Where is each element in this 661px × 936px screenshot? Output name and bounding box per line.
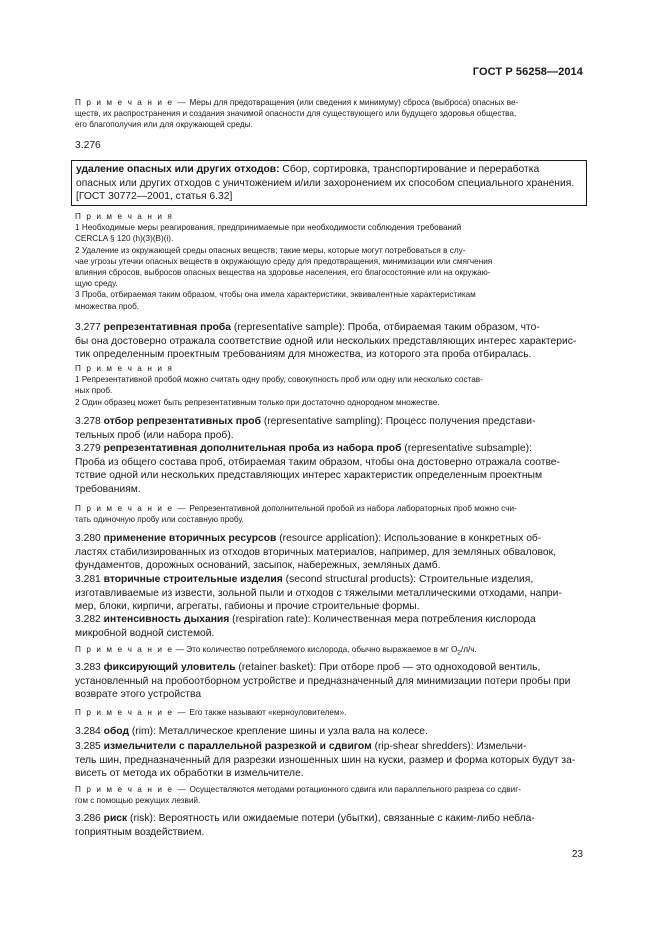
- term-name: риск: [103, 813, 128, 824]
- definition-text: (second structural products): Строительные изделия,: [285, 574, 534, 585]
- note-text: 2 Удаление из окружающей среды опасных веществ; такие меры, которые могут потребоваться в слу-: [75, 245, 466, 255]
- definition-text: гоприятным воздействием.: [75, 826, 205, 838]
- document-header: ГОСТ Р 56258—2014: [472, 66, 583, 78]
- term-name: удаление опасных или других отходов:: [76, 164, 280, 175]
- note-text: — Это количество потребляемого кислорода, обычно выражаемое в мг O: [175, 645, 458, 654]
- term-279-note: [75, 503, 581, 525]
- term-number: 3.280: [75, 533, 101, 544]
- term-number: 3.286: [75, 813, 101, 824]
- term-284: [75, 725, 581, 739]
- note-text: 3 Проба, отбираемая таким образом, чтобы она имела характеристики, эквивалентные характеристикам: [75, 290, 476, 300]
- term-282-note: [75, 644, 581, 659]
- definition-text: (retainer basket): При отборе проб — это одноходовой вентиль,: [238, 662, 541, 673]
- term-280: [75, 532, 581, 573]
- definition-text: требованиям.: [75, 483, 141, 495]
- definition-text: возврате этого устройства: [75, 689, 202, 700]
- term-number: 3.282: [75, 614, 101, 625]
- definition-text: ластях стабилизированных из отходов вторичных материалов, например, для земляных обваловок,: [75, 546, 556, 558]
- term-name: отбор репрезентативных проб: [103, 416, 261, 427]
- term-name: обод: [103, 726, 129, 737]
- note-label: П р и м е ч а н и е —: [75, 98, 188, 107]
- note-text: щую среду.: [75, 279, 118, 289]
- definition-text: Сбор, сортировка, транспортирование и переработка: [282, 164, 540, 175]
- note-text: гом с помощью режущих лезвий.: [75, 796, 201, 806]
- note-text: множества проб.: [75, 301, 140, 311]
- term-276-definition: [75, 160, 581, 206]
- definition-text: фундаментов, дорожных оснований, засыпок, набережных, земляных дамб.: [75, 560, 441, 571]
- term-number: 3.285: [75, 741, 101, 752]
- note-text: Его также называют «керноуловителем».: [189, 708, 347, 717]
- note-text: Меры для предотвращения (или сведения к минимуму) сброса (выброса) опасных ве-: [189, 98, 519, 107]
- term-name: вторичные строительные изделия: [103, 574, 283, 585]
- term-279: [75, 442, 581, 496]
- definition-text: висеть от метода их обработки в измельчителе.: [75, 768, 304, 779]
- definition-text: тель шин, предназначенный для разрезки изношенных шин на куски, размер и форма которых будут за-: [75, 754, 576, 766]
- intro-note: [75, 97, 581, 131]
- definition-text: микробной водной системой.: [75, 627, 215, 639]
- note-text: ществ, их распространения и создания значимой опасности для существующего или будущего здоровья общества,: [75, 109, 517, 119]
- term-276-notes: [75, 211, 581, 312]
- term-number: 3.284: [75, 726, 101, 737]
- page-number: 23: [571, 849, 583, 860]
- term-name: репрезентативная проба: [103, 322, 232, 333]
- note-text: влияния сбросов, выбросов опасных вещества на здоровье населения, его благосостояние или на окружаю-: [75, 268, 491, 278]
- term-number: 3.279: [75, 443, 101, 454]
- note-text: 1 Необходимые меры реагирования, предпринимаемые при необходимости соблюдения требований: [75, 223, 462, 233]
- definition-text: (rim): Металлическое крепление шины и узла вала на колесе.: [131, 726, 428, 737]
- note-text: 1 Репрезентативной пробой можно считать одну пробу, совокупность проб или одну или несколько состав-: [75, 375, 483, 385]
- note-label: П р и м е ч а н и е —: [75, 785, 188, 794]
- term-number: 3.277: [75, 322, 101, 333]
- definition-text: (resource application): Использование в конкретных об-: [279, 533, 542, 544]
- note-text: 2 Один образец может быть репрезентативным только при достаточно однородном множестве.: [75, 397, 440, 407]
- note-text: его благополучия или для окружающей среды.: [75, 120, 253, 130]
- definition-text: установленный на пробоотборном устройстве и предназначенный для минимизации потери пробы при: [75, 675, 571, 687]
- notes-label: П р и м е ч а н и я: [75, 364, 174, 373]
- term-277: [75, 321, 581, 362]
- term-number: 3.278: [75, 416, 101, 427]
- term-number: 3.283: [75, 662, 101, 673]
- term-name: репрезентативная дополнительная проба из набора проб: [103, 443, 402, 454]
- note-text: Осуществляются методами ротационного сдвига или параллельного разреза со сдвиг-: [189, 785, 521, 794]
- note-text: CERCLA § 120 (h)(3)(B)(i).: [75, 234, 174, 244]
- term-283-note: [75, 707, 581, 718]
- definition-box: [71, 160, 587, 206]
- term-283: [75, 661, 581, 702]
- term-282: [75, 613, 581, 640]
- note-text: /л/ч.: [460, 645, 477, 654]
- term-number: 3.276: [75, 140, 101, 151]
- term-name: применение вторичных ресурсов: [103, 533, 277, 544]
- definition-text: тельных проб (или набора проб).: [75, 429, 234, 441]
- term-number: 3.281: [75, 574, 101, 585]
- term-276: [75, 139, 581, 153]
- definition-text: Проба из общего состава проб, отбираемая таким образом, чтобы она достоверно отражала соотве-: [75, 456, 560, 468]
- term-278: [75, 415, 581, 442]
- definition-text: опасных или других отходов с уничтожением и/или захоронением их способом специального хранения.: [76, 177, 575, 189]
- note-text: тать одиночную пробу или составную пробу.: [75, 515, 244, 525]
- definition-text: (representative subsample):: [404, 443, 532, 454]
- subscript: 2: [457, 649, 461, 657]
- note-label: П р и м е ч а н и е —: [75, 708, 188, 717]
- term-name: фиксирующий уловитель: [103, 662, 236, 673]
- note-label: П р и м е ч а н и е —: [75, 504, 188, 513]
- definition-text: тствие одной или нескольких представляющих интерес характеристик определенным проектным: [75, 470, 543, 481]
- term-281: [75, 573, 581, 614]
- note-text: ных проб.: [75, 386, 113, 396]
- notes-label: П р и м е ч а н и я: [75, 212, 174, 221]
- definition-text: тик определенным проектным требованиям для множества, из которого эта проба отбиралась.: [75, 349, 532, 360]
- definition-text: бы она достоверно отражала соответствие одной или нескольких представляющих интерес характерис-: [75, 335, 577, 347]
- definition-text: (representative sampling): Процесс получения представи-: [263, 416, 536, 427]
- note-label: П р и м е ч а н и е: [75, 645, 174, 654]
- note-text: чае угрозы утечки опасных веществ в окружающую среду для предотвращения, минимизации или смягчения: [75, 256, 493, 266]
- definition-text: (respiration rate): Количественная мера потребления кислорода: [232, 614, 536, 625]
- term-name: интенсивность дыхания: [103, 614, 230, 625]
- term-285: [75, 740, 581, 781]
- term-277-notes: [75, 363, 581, 408]
- term-name: измельчители с параллельной разрезкой и сдвигом: [103, 741, 372, 752]
- definition-text: (representative sample): Проба, отбираемая таким образом, что-: [233, 322, 540, 333]
- term-286: [75, 812, 581, 839]
- definition-text: изготавливаемые из извести, зольной пыли и отходов с тяжелыми металлическими отходами, напри-: [75, 587, 562, 599]
- note-text: Репрезентативной дополнительной пробой из набора лабораторных проб можно счи-: [189, 504, 517, 513]
- term-285-note: [75, 784, 581, 806]
- definition-source: [ГОСТ 30772—2001, статья 6.32]: [76, 191, 233, 202]
- definition-text: (rip-shear shredders): Измельчи-: [374, 741, 527, 752]
- definition-text: (risk): Вероятность или ожидаемые потери (убытки), связанные с каким-либо небла-: [130, 813, 535, 824]
- definition-text: мер, блоки, кирпичи, агрегаты, габионы и прочие строительные формы.: [75, 601, 420, 612]
